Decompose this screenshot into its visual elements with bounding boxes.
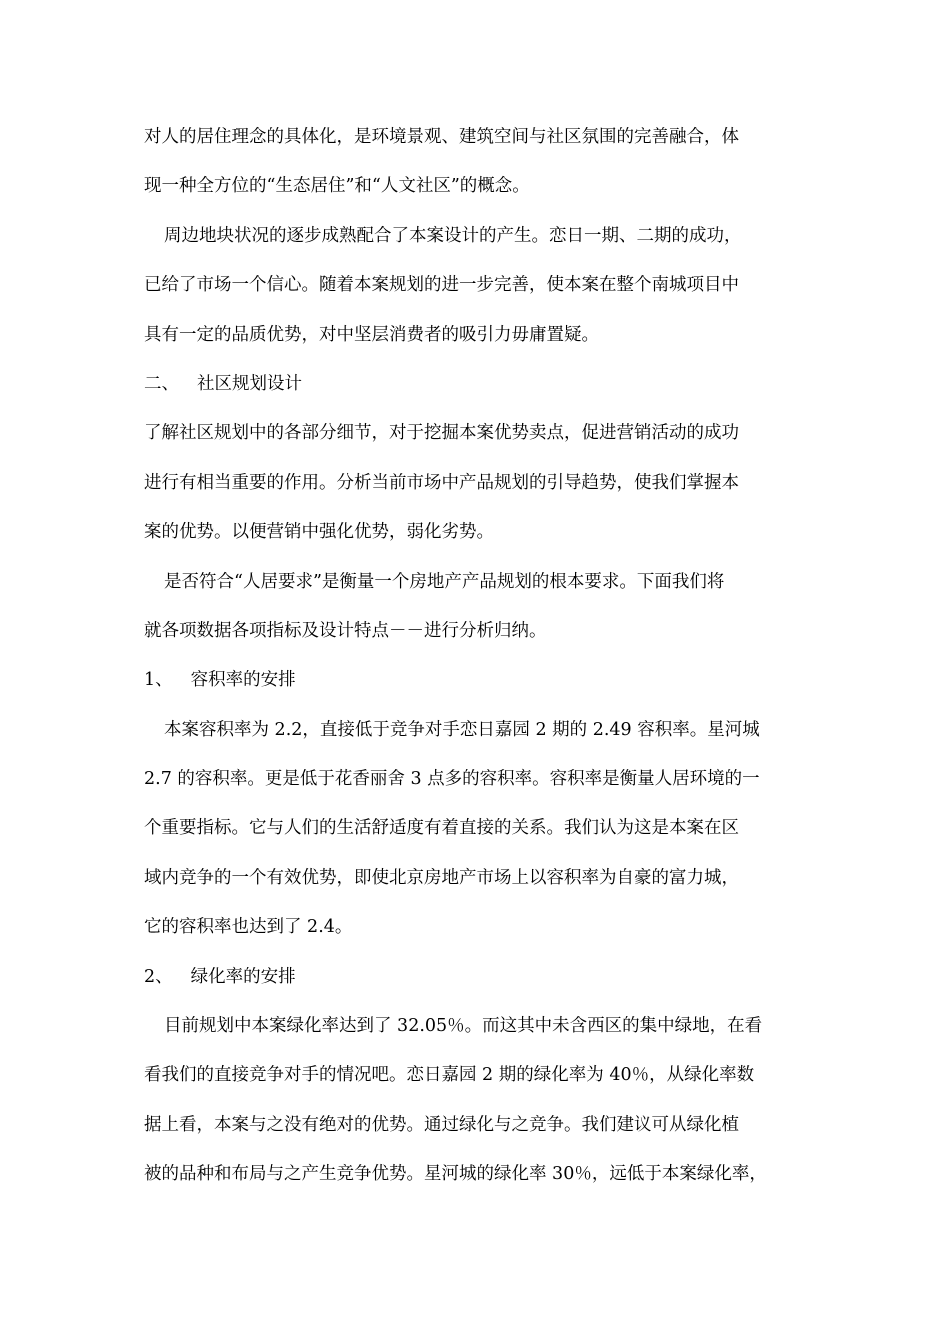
subsection-heading-number: 2、 <box>144 966 173 987</box>
subsection-heading-text: 容积率的安排 <box>190 670 296 691</box>
paragraph-line: 域内竞争的一个有效优势，即使北京房地产市场上以容积率为自豪的富力城， <box>144 867 739 888</box>
document-body <box>144 113 814 1200</box>
paragraph-line: 个重要指标。它与人们的生活舒适度有着直接的关系。我们认为这是本案在区 <box>144 818 739 839</box>
paragraph-line: 2.7 的容积率。更是低于花香丽舍 3 点多的容积率。容积率是衡量人居环境的一 <box>144 769 760 790</box>
subsection-heading <box>144 656 814 705</box>
paragraph-line: 被的品种和布局与之产生竞争优势。星河城的绿化率 30％，远低于本案绿化率， <box>144 1164 767 1185</box>
paragraph-line: 案的优势。以便营销中强化优势，弱化劣势。 <box>144 522 494 543</box>
paragraph-line: 现一种全方位的“生态居住”和“人文社区”的概念。 <box>144 176 530 197</box>
section-heading-text: 社区规划设计 <box>197 373 302 394</box>
paragraph-line: 是否符合“人居要求”是衡量一个房地产产品规划的根本要求。下面我们将 <box>164 571 725 592</box>
paragraph-line: 具有一定的品质优势，对中坚层消费者的吸引力毋庸置疑。 <box>144 324 599 345</box>
section-heading <box>144 360 814 409</box>
paragraph-line: 看我们的直接竞争对手的情况吧。恋日嘉园 2 期的绿化率为 40％，从绿化率数 <box>144 1065 755 1086</box>
paragraph-line: 就各项数据各项指标及设计特点－－进行分析归纳。 <box>144 620 547 641</box>
subsection-heading-number: 1、 <box>144 670 173 691</box>
paragraph-line: 了解社区规划中的各部分细节，对于挖掘本案优势卖点，促进营销活动的成功 <box>144 423 739 444</box>
paragraph-line: 本案容积率为 2.2，直接低于竞争对手恋日嘉园 2 期的 2.49 容积率。星河城 <box>164 719 760 740</box>
paragraph-line: 对人的居住理念的具体化，是环境景观、建筑空间与社区氛围的完善融合，体 <box>144 127 739 147</box>
paragraph-line: 周边地块状况的逐步成熟配合了本案设计的产生。恋日一期、二期的成功， <box>164 225 742 246</box>
subsection-heading-text: 绿化率的安排 <box>190 966 296 987</box>
paragraph-line: 它的容积率也达到了 2.4。 <box>144 917 353 938</box>
paragraph-line: 进行有相当重要的作用。分析当前市场中产品规划的引导趋势，使我们掌握本 <box>144 472 739 493</box>
paragraph-line: 据上看，本案与之没有绝对的优势。通过绿化与之竞争。我们建议可从绿化植 <box>144 1114 739 1135</box>
paragraph-line: 目前规划中本案绿化率达到了 32.05％。而这其中未含西区的集中绿地，在看 <box>164 1016 763 1037</box>
section-heading-number: 二、 <box>144 373 179 394</box>
paragraph-line: 已给了市场一个信心。随着本案规划的进一步完善，使本案在整个南城项目中 <box>144 275 739 296</box>
subsection-heading <box>144 953 814 1002</box>
